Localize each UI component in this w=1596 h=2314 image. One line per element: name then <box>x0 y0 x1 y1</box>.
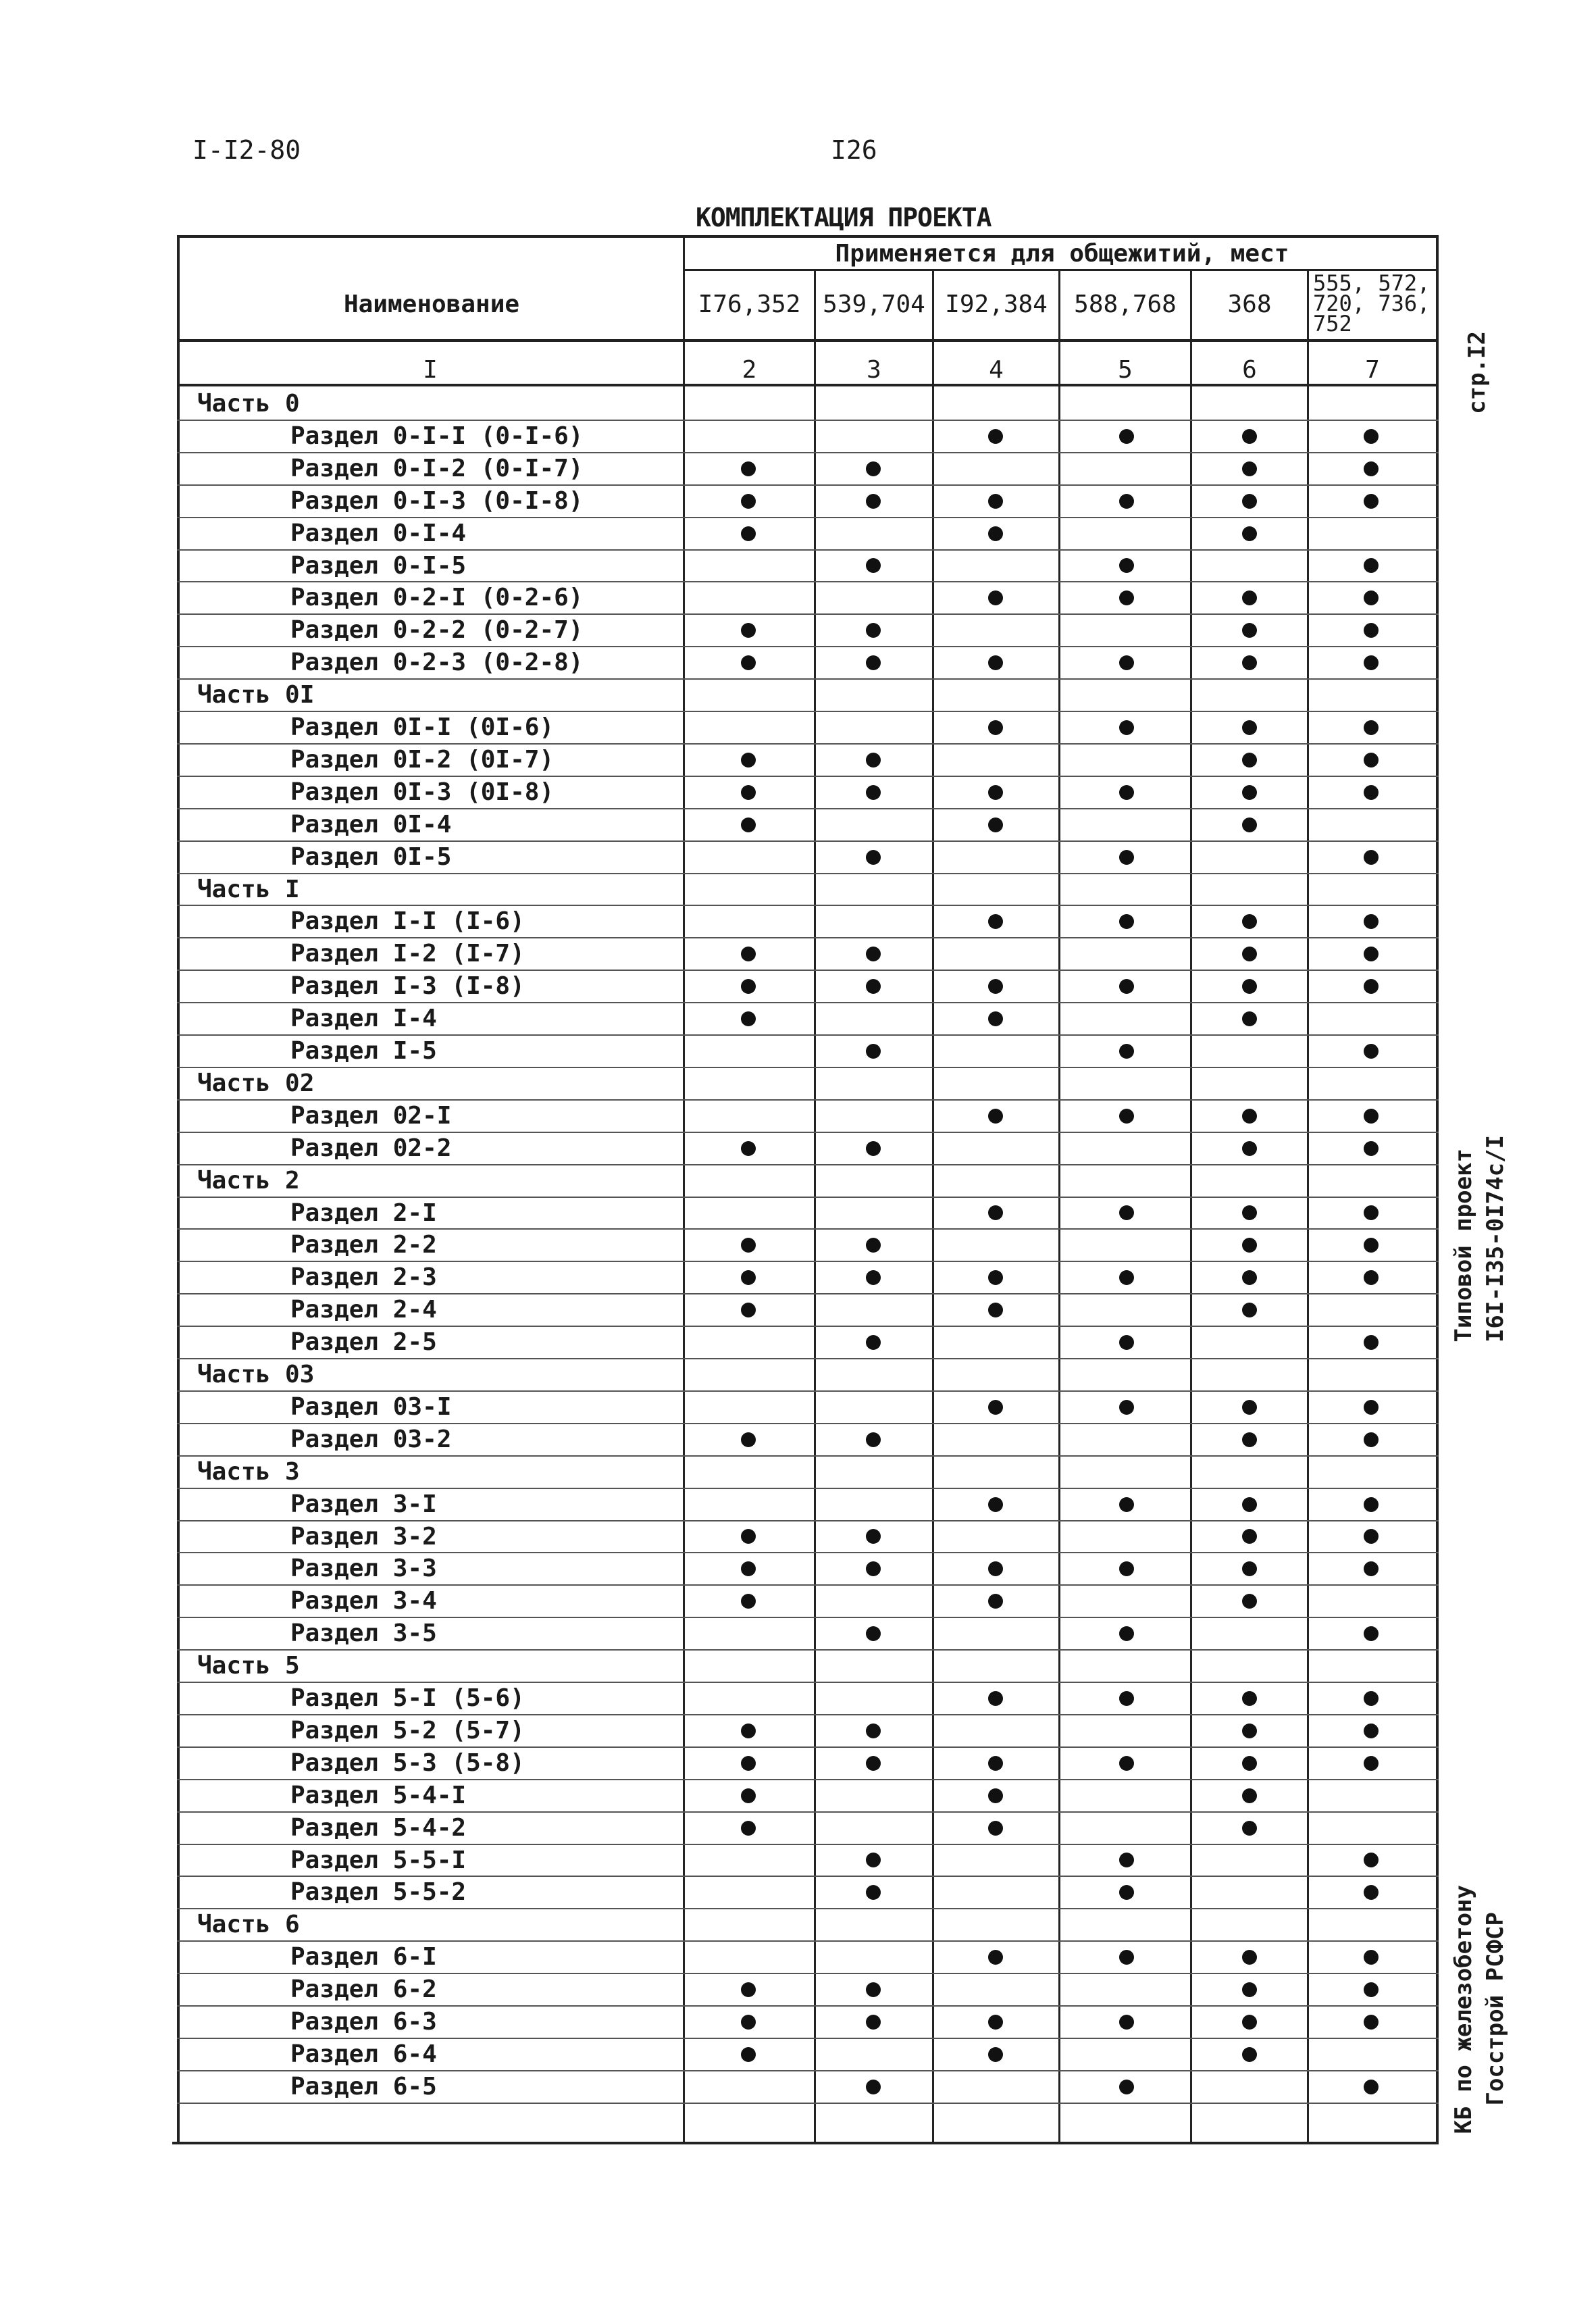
part-heading: Часть 5 <box>197 1652 300 1680</box>
applicability-mark <box>988 2015 1003 2030</box>
applicability-mark <box>1242 526 1257 541</box>
project-label-line1: Типовой проект <box>1450 1149 1477 1342</box>
applicability-mark <box>988 785 1003 800</box>
section-label: Раздел 5-5-2 <box>290 1878 467 1907</box>
header-bottom-border <box>177 339 1439 342</box>
section-label: Раздел 5-5-I <box>290 1846 467 1874</box>
applicability-mark <box>866 1432 881 1447</box>
sheet-label: стр.I2 <box>1464 331 1491 414</box>
applicability-mark <box>1242 623 1257 638</box>
col-divider-5 <box>1190 270 1192 2144</box>
row-separator <box>177 1067 1439 1068</box>
section-label: Раздел 0-2-2 (0-2-7) <box>290 616 584 645</box>
applicability-mark <box>1242 1432 1257 1447</box>
applicability-mark <box>1119 1950 1134 1965</box>
section-label: Раздел 0I-4 <box>290 810 452 838</box>
applicability-mark <box>866 785 881 800</box>
applicability-mark <box>866 753 881 768</box>
section-label: Раздел 3-4 <box>290 1587 437 1615</box>
section-label: Раздел 2-2 <box>290 1231 437 1259</box>
applicability-mark <box>1242 720 1257 735</box>
applicability-mark <box>1119 2015 1134 2030</box>
section-label: Раздел 3-I <box>290 1490 437 1518</box>
applicability-mark <box>866 1141 881 1156</box>
applicability-mark <box>1242 785 1257 800</box>
applicability-mark <box>741 1270 756 1285</box>
applicability-mark <box>988 1270 1003 1285</box>
applicability-mark <box>1364 1205 1379 1220</box>
applicability-mark <box>741 979 756 994</box>
section-label: Раздел 5-I (5-6) <box>290 1684 525 1712</box>
applicability-mark <box>1119 1626 1134 1641</box>
applicability-mark <box>1119 850 1134 865</box>
part-heading: Часть 6 <box>197 1911 300 1939</box>
section-label: Раздел 5-4-2 <box>290 1813 467 1842</box>
applicability-mark <box>741 2047 756 2062</box>
part-heading: Часть 0 <box>197 390 300 418</box>
applicability-mark <box>988 1950 1003 1965</box>
applicability-mark <box>1119 1335 1134 1350</box>
applicability-mark <box>1242 1497 1257 1512</box>
applicability-mark <box>1119 1691 1134 1706</box>
applicability-mark <box>988 1303 1003 1317</box>
applicability-mark <box>1242 1594 1257 1609</box>
applicability-mark <box>866 1335 881 1350</box>
applicability-mark <box>1119 558 1134 573</box>
applicability-mark <box>988 1788 1003 1803</box>
applicability-mark <box>1242 979 1257 994</box>
applicability-mark <box>1364 590 1379 605</box>
applicability-mark <box>1119 1205 1134 1220</box>
column-number-6: 6 <box>1242 356 1257 384</box>
applicability-mark <box>1242 429 1257 444</box>
applicability-mark <box>1242 494 1257 509</box>
applicability-mark <box>1364 947 1379 961</box>
applicability-mark <box>1364 1885 1379 1900</box>
applicability-mark <box>741 1756 756 1771</box>
applicability-mark <box>741 785 756 800</box>
applicability-mark <box>866 1270 881 1285</box>
table-bottom-border <box>172 2142 1439 2144</box>
section-label: Раздел 0-I-I (0-I-6) <box>290 422 584 450</box>
applicability-mark <box>741 494 756 509</box>
applicability-mark <box>1242 1950 1257 1965</box>
applicability-mark <box>741 1594 756 1609</box>
project-label-line2: I6I-I35-0I74с/I <box>1482 1135 1509 1343</box>
applicability-mark <box>1364 1626 1379 1641</box>
part-heading: Часть 0I <box>197 681 315 709</box>
applicability-mark <box>1364 1529 1379 1544</box>
section-label: Раздел I-4 <box>290 1005 437 1033</box>
applicability-mark <box>866 2080 881 2094</box>
applicability-mark <box>741 753 756 768</box>
section-label: Раздел I-5 <box>290 1037 437 1065</box>
section-label: Раздел 0I-I (0I-6) <box>290 713 555 741</box>
section-label: Раздел 5-2 (5-7) <box>290 1716 525 1744</box>
applicability-mark <box>1364 1853 1379 1867</box>
applicability-mark <box>1364 1982 1379 1997</box>
applicability-mark <box>741 1238 756 1253</box>
applicability-mark <box>1242 1788 1257 1803</box>
section-label: Раздел 0I-3 (0I-8) <box>290 778 555 806</box>
column-header-4: I92,384 <box>945 290 1048 318</box>
applicability-mark <box>988 2047 1003 2062</box>
applicability-mark <box>1242 1724 1257 1738</box>
applicability-mark <box>866 1561 881 1576</box>
applicability-mark <box>1242 1821 1257 1836</box>
applicability-mark <box>1364 1109 1379 1124</box>
organization-label-line1: КБ по железобетону <box>1450 1885 1477 2134</box>
applicability-mark <box>1364 623 1379 638</box>
row-separator <box>177 1649 1439 1651</box>
applicability-mark <box>1364 1432 1379 1447</box>
section-label: Раздел 2-4 <box>290 1296 437 1324</box>
applicability-mark <box>1119 1270 1134 1285</box>
applicability-mark <box>866 1626 881 1641</box>
applicability-mark <box>741 1529 756 1544</box>
applicability-mark <box>988 1011 1003 1026</box>
applicability-mark <box>1242 1691 1257 1706</box>
row-separator <box>177 1908 1439 1909</box>
applicability-mark <box>988 1497 1003 1512</box>
column-header-5: 588,768 <box>1074 290 1177 318</box>
applicability-mark <box>1119 429 1134 444</box>
applicability-mark <box>1242 818 1257 832</box>
applicability-mark <box>988 1400 1003 1415</box>
applicability-mark <box>1364 1270 1379 1285</box>
applicability-mark <box>1364 1335 1379 1350</box>
applicability-mark <box>1364 1141 1379 1156</box>
table-right-border <box>1436 235 1439 2144</box>
section-label: Раздел 0I-2 (0I-7) <box>290 745 555 774</box>
section-label: Раздел 2-3 <box>290 1263 437 1292</box>
applicability-mark <box>1242 753 1257 768</box>
applicability-mark <box>1242 1400 1257 1415</box>
applicability-mark <box>1242 1982 1257 1997</box>
col-divider-4 <box>1058 270 1060 2144</box>
applicability-mark <box>866 947 881 961</box>
section-label: Раздел 0-I-3 (0-I-8) <box>290 486 584 515</box>
section-label: Раздел 03-2 <box>290 1425 452 1453</box>
applicability-mark <box>1242 1141 1257 1156</box>
applicability-mark <box>866 979 881 994</box>
applicability-mark <box>1119 914 1134 929</box>
column-header-6: 368 <box>1227 290 1272 318</box>
applicability-mark <box>741 1982 756 1997</box>
applicability-mark <box>1242 1238 1257 1253</box>
applicability-mark <box>1242 1303 1257 1317</box>
column-header-2: I76,352 <box>698 290 801 318</box>
applicability-mark <box>866 461 881 476</box>
row-separator <box>177 678 1439 680</box>
applicability-mark <box>866 655 881 670</box>
column-header-3: 539,704 <box>823 290 925 318</box>
column-number-5: 5 <box>1118 356 1133 384</box>
applicability-mark <box>1119 655 1134 670</box>
applicability-mark <box>1119 2080 1134 2094</box>
section-label: Раздел 6-I <box>290 1943 437 1971</box>
applicability-mark <box>1364 655 1379 670</box>
applicability-mark <box>1242 2015 1257 2030</box>
applicability-mark <box>866 494 881 509</box>
column-number-7: 7 <box>1365 356 1380 384</box>
part-heading: Часть 2 <box>197 1166 300 1194</box>
column-number-4: 4 <box>989 356 1004 384</box>
applicability-mark <box>1364 2080 1379 2094</box>
organization-label-line2: Госстрой РСФСР <box>1482 1912 1509 2106</box>
applies-header: Применяется для общежитий, мест <box>835 239 1289 268</box>
row-separator <box>177 1358 1439 1359</box>
applicability-mark <box>866 1238 881 1253</box>
applicability-mark <box>866 623 881 638</box>
applicability-mark <box>741 526 756 541</box>
section-label: Раздел 0-2-3 (0-2-8) <box>290 649 584 677</box>
applicability-mark <box>1364 850 1379 865</box>
applicability-mark <box>866 850 881 865</box>
section-label: Раздел I-I (I-6) <box>290 907 525 936</box>
row-separator <box>177 2103 1439 2104</box>
applicability-mark <box>741 1432 756 1447</box>
section-label: Раздел 0-I-2 (0-I-7) <box>290 454 584 482</box>
applicability-mark <box>1364 1044 1379 1059</box>
section-label: Раздел 0-I-4 <box>290 519 467 547</box>
applicability-mark <box>988 1821 1003 1836</box>
applicability-mark <box>1364 494 1379 509</box>
col-divider-3 <box>932 270 934 2144</box>
applicability-mark <box>1242 1561 1257 1576</box>
applicability-mark <box>988 1691 1003 1706</box>
page-number: I26 <box>831 135 877 165</box>
applicability-mark <box>741 1011 756 1026</box>
applicability-mark <box>741 2015 756 2030</box>
applicability-mark <box>1364 785 1379 800</box>
applicability-mark <box>1364 558 1379 573</box>
applicability-mark <box>1119 1561 1134 1576</box>
applicability-mark <box>866 558 881 573</box>
section-label: Раздел 6-2 <box>290 1976 437 2004</box>
colnum-bottom-border <box>177 384 1439 386</box>
applicability-mark <box>1242 655 1257 670</box>
section-label: Раздел I-2 (I-7) <box>290 940 525 968</box>
applicability-mark <box>1242 1270 1257 1285</box>
part-heading: Часть 02 <box>197 1069 315 1097</box>
section-label: Раздел 02-2 <box>290 1134 452 1162</box>
section-label: Раздел 03-I <box>290 1392 452 1421</box>
applicability-mark <box>1242 914 1257 929</box>
applicability-mark <box>988 429 1003 444</box>
applicability-mark <box>988 720 1003 735</box>
section-label: Раздел 3-2 <box>290 1522 437 1551</box>
document-title: КОМПЛЕКТАЦИЯ ПРОЕКТА <box>696 203 992 232</box>
applicability-mark <box>741 818 756 832</box>
applicability-mark <box>866 1885 881 1900</box>
applicability-mark <box>1242 590 1257 605</box>
applicability-mark <box>1119 979 1134 994</box>
applicability-mark <box>988 494 1003 509</box>
section-label: Раздел 02-I <box>290 1101 452 1130</box>
section-label: Раздел 0-2-I (0-2-6) <box>290 584 584 612</box>
applicability-mark <box>1364 1950 1379 1965</box>
applicability-mark <box>988 1205 1003 1220</box>
applicability-mark <box>1242 2047 1257 2062</box>
applicability-mark <box>1119 1756 1134 1771</box>
applicability-mark <box>741 947 756 961</box>
applicability-mark <box>1364 2015 1379 2030</box>
section-label: Раздел 3-3 <box>290 1555 437 1583</box>
applicability-mark <box>988 1561 1003 1576</box>
part-heading: Часть 03 <box>197 1361 315 1388</box>
applicability-mark <box>1364 1756 1379 1771</box>
applicability-mark <box>1242 461 1257 476</box>
applicability-mark <box>1364 914 1379 929</box>
section-label: Раздел 2-5 <box>290 1328 437 1357</box>
applicability-mark <box>988 526 1003 541</box>
part-heading: Часть 3 <box>197 1457 300 1486</box>
applicability-mark <box>1242 1011 1257 1026</box>
applicability-mark <box>1364 429 1379 444</box>
section-label: Раздел 6-3 <box>290 2008 437 2036</box>
applicability-mark <box>1364 1561 1379 1576</box>
name-column-header: Наименование <box>343 290 520 318</box>
applicability-mark <box>741 1303 756 1317</box>
section-label: Раздел 3-5 <box>290 1619 437 1648</box>
row-separator <box>177 1164 1439 1165</box>
applicability-mark <box>1242 947 1257 961</box>
applicability-mark <box>866 1724 881 1738</box>
applicability-mark <box>1119 1497 1134 1512</box>
applicability-mark <box>1119 720 1134 735</box>
section-label: Раздел I-3 (I-8) <box>290 972 525 1001</box>
applicability-mark <box>1364 720 1379 735</box>
applicability-mark <box>1364 1238 1379 1253</box>
applicability-mark <box>988 1594 1003 1609</box>
applicability-mark <box>741 655 756 670</box>
applicability-mark <box>1119 1400 1134 1415</box>
applicability-mark <box>866 1756 881 1771</box>
applicability-mark <box>1242 1529 1257 1544</box>
section-label: Раздел 0I-5 <box>290 842 452 871</box>
section-label: Раздел 2-I <box>290 1199 437 1227</box>
part-heading: Часть I <box>197 875 300 903</box>
applicability-mark <box>741 1141 756 1156</box>
applicability-mark <box>988 655 1003 670</box>
applicability-mark <box>741 623 756 638</box>
applicability-mark <box>988 1109 1003 1124</box>
applicability-mark <box>866 1529 881 1544</box>
applicability-mark <box>1364 1497 1379 1512</box>
applicability-mark <box>741 1724 756 1738</box>
table-left-border <box>177 235 180 2144</box>
section-label: Раздел 0-I-5 <box>290 551 467 580</box>
applicability-mark <box>988 818 1003 832</box>
applicability-mark <box>1242 1205 1257 1220</box>
section-label: Раздел 5-4-I <box>290 1781 467 1809</box>
applicability-mark <box>1119 785 1134 800</box>
applicability-mark <box>866 2015 881 2030</box>
applicability-mark <box>1364 461 1379 476</box>
applicability-mark <box>988 979 1003 994</box>
applicability-mark <box>866 1982 881 1997</box>
applicability-mark <box>1242 1756 1257 1771</box>
applicability-mark <box>741 1821 756 1836</box>
applicability-mark <box>1364 1691 1379 1706</box>
applicability-mark <box>741 1561 756 1576</box>
applicability-mark <box>1119 590 1134 605</box>
document-code: I-I2-80 <box>192 135 301 165</box>
column-header-7: 555, 572, 720, 736, 752 <box>1313 270 1431 336</box>
applicability-mark <box>1364 753 1379 768</box>
section-label: Раздел 6-5 <box>290 2072 437 2101</box>
col-divider-1 <box>683 235 685 2144</box>
column-number-1: I <box>423 356 438 384</box>
applicability-mark <box>1364 979 1379 994</box>
applicability-mark <box>988 914 1003 929</box>
applicability-mark <box>1119 1044 1134 1059</box>
row-separator <box>177 1455 1439 1457</box>
applicability-mark <box>741 1788 756 1803</box>
col-divider-2 <box>814 270 816 2144</box>
applicability-mark <box>1119 1853 1134 1867</box>
column-number-3: 3 <box>867 356 881 384</box>
applicability-mark <box>1119 494 1134 509</box>
applicability-mark <box>741 461 756 476</box>
applicability-mark <box>1242 1109 1257 1124</box>
column-number-2: 2 <box>742 356 757 384</box>
applicability-mark <box>866 1044 881 1059</box>
applicability-mark <box>988 590 1003 605</box>
col-divider-6 <box>1307 270 1309 2144</box>
section-label: Раздел 6-4 <box>290 2040 437 2068</box>
applicability-mark <box>1119 1885 1134 1900</box>
applicability-mark <box>1119 1109 1134 1124</box>
applicability-mark <box>1364 1724 1379 1738</box>
applicability-mark <box>988 1756 1003 1771</box>
applicability-mark <box>866 1853 881 1867</box>
section-label: Раздел 5-3 (5-8) <box>290 1749 525 1777</box>
row-separator <box>177 873 1439 874</box>
applicability-mark <box>1364 1400 1379 1415</box>
